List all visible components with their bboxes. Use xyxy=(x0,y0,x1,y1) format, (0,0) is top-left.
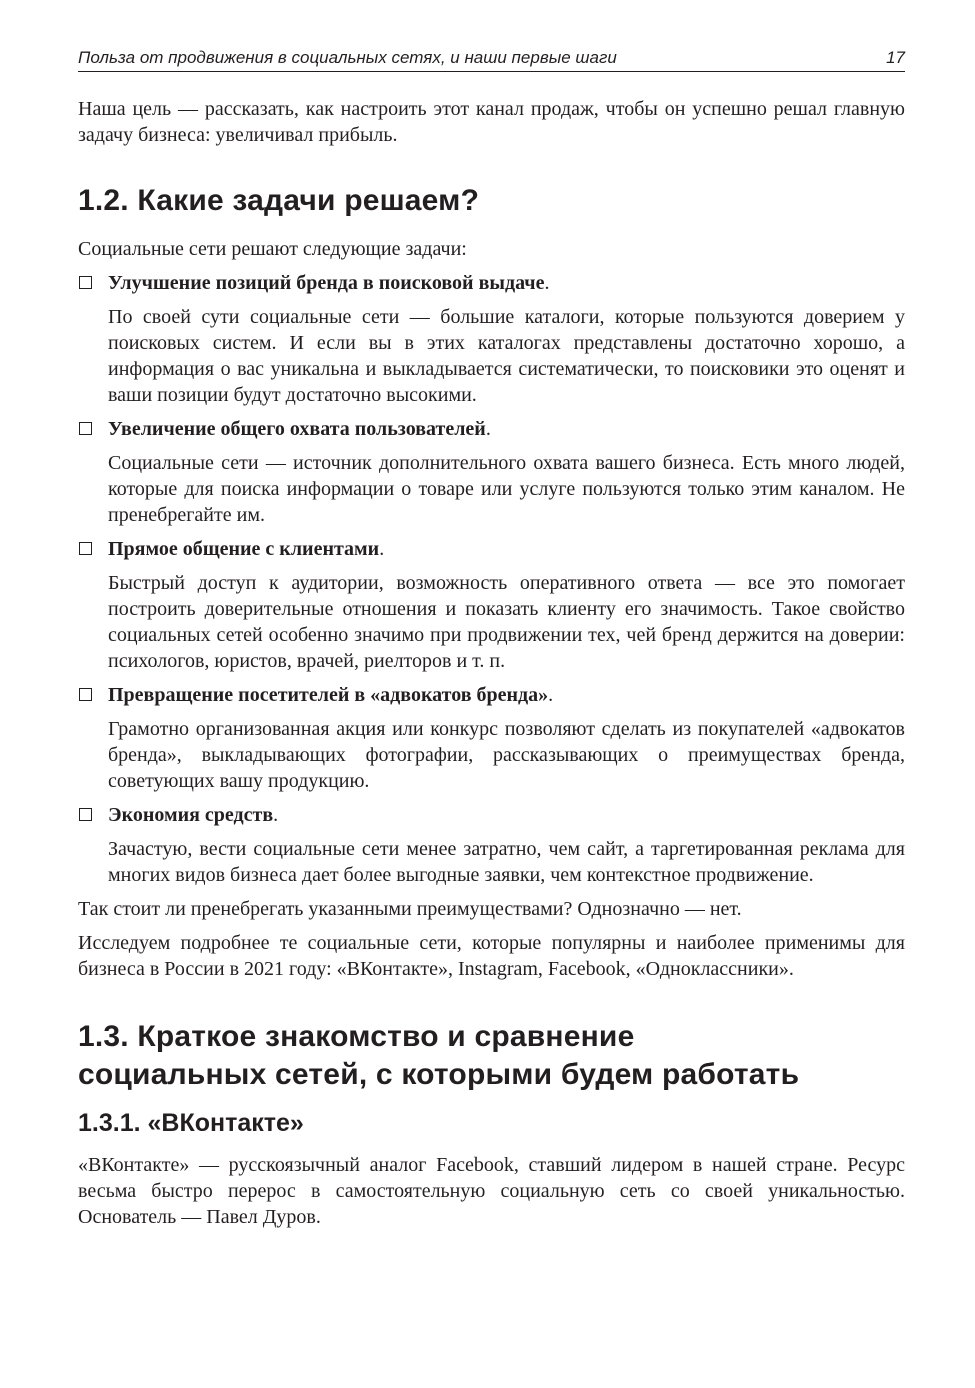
list-item-text: Социальные сети — источник дополнительного охвата вашего бизнеса. Есть много людей, которые для поиска информации о товаре или услуге пользуются только этим каналом. Не пренебрегайте им. xyxy=(108,452,905,526)
list-item-punct: . xyxy=(273,804,279,826)
running-title: Польза от продвижения в социальных сетях, и наши первые шаги xyxy=(78,48,617,67)
checkbox-bullet-icon xyxy=(79,276,92,289)
running-header xyxy=(78,48,905,72)
section-heading-1-3-line1: 1.3. Краткое знакомство и сравнение xyxy=(78,1020,635,1053)
list-item-bold-title: Увеличение общего охвата пользователей xyxy=(108,418,486,440)
page-number: 17 xyxy=(886,48,905,67)
networks-paragraph: Исследуем подробнее те социальные сети, которые популярны и наиболее применимы для бизнеса в России в 2021 году: «ВКонтакте», Instagram, Facebook, «Одноклассники». xyxy=(78,932,905,980)
list-item xyxy=(78,802,905,888)
subsection-heading-vkontakte: 1.3.1. «ВКонтакте» xyxy=(78,1109,304,1137)
book-page xyxy=(78,48,905,1230)
list-item xyxy=(78,416,905,528)
opening-paragraph: Наша цель — рассказать, как настроить этот канал продаж, чтобы он успешно решал главную задачу бизнеса: увеличивал прибыль. xyxy=(78,98,905,146)
section-intro: Социальные сети решают следующие задачи: xyxy=(78,238,467,260)
list-item-title xyxy=(78,802,905,828)
list-item xyxy=(78,536,905,674)
list-item xyxy=(78,270,905,408)
list-item-title xyxy=(78,536,905,562)
list-item-text: По своей сути социальные сети — большие каталоги, которые пользуются доверием у поисковых систем. И если вы в этих каталогах представлены достаточно хорошо, а информация о вас уникальна и выкладывается систематически, то поисковики это оценят и ваши позиции будут достаточно высокими. xyxy=(108,306,905,406)
list-item-bold-title: Экономия средств xyxy=(108,804,274,826)
list-item-bold-title: Улучшение позиций бренда в поисковой выдаче xyxy=(108,272,545,294)
section-heading-1-3 xyxy=(78,1018,905,1094)
section-heading-1-2: 1.2. Какие задачи решаем? xyxy=(78,184,480,217)
list-item-text: Зачастую, вести социальные сети менее затратно, чем сайт, а таргетированная реклама для многих видов бизнеса дает более выгодные заявки, чем контекстное продвижение. xyxy=(108,838,905,886)
task-list xyxy=(78,270,905,888)
checkbox-bullet-icon xyxy=(79,808,92,821)
list-item-title xyxy=(78,682,905,708)
list-item-punct: . xyxy=(544,272,550,294)
list-item-title xyxy=(78,416,905,442)
checkbox-bullet-icon xyxy=(79,422,92,435)
list-item-bold-title: Превращение посетителей в «адвокатов бренда» xyxy=(108,684,549,706)
list-item-punct: . xyxy=(485,418,491,440)
list-item-title xyxy=(78,270,905,296)
vkontakte-paragraph: «ВКонтакте» — русскоязычный аналог Facebook, ставший лидером в нашей стране. Ресурс весьма быстро перерос в самостоятельную социальную сеть со своей уникальностью. Основатель — Павел Дуров. xyxy=(78,1154,905,1228)
list-item-bold-title: Прямое общение с клиентами xyxy=(108,538,380,560)
section-heading-1-3-line2: социальных сетей, с которыми будем работать xyxy=(78,1058,800,1091)
checkbox-bullet-icon xyxy=(79,688,92,701)
conclusion-paragraph: Так стоит ли пренебрегать указанными преимуществами? Однозначно — нет. xyxy=(78,898,742,920)
list-item-text: Грамотно организованная акция или конкурс позволяют сделать из покупателей «адвокатов бренда», выкладывающих фотографии, рассказывающих о преимуществах бренда, советующих вашу продукцию. xyxy=(108,718,905,792)
list-item-punct: . xyxy=(548,684,554,706)
list-item xyxy=(78,682,905,794)
checkbox-bullet-icon xyxy=(79,542,92,555)
list-item-text: Быстрый доступ к аудитории, возможность оперативного ответа — все это помогает построить доверительные отношения и показать клиенту его значимость. Такое свойство социальных сетей особенно значимо при продвижении тех, чей бренд держится на доверии: психологов, юристов, врачей, риелторов и т. п. xyxy=(108,572,905,672)
list-item-punct: . xyxy=(379,538,385,560)
